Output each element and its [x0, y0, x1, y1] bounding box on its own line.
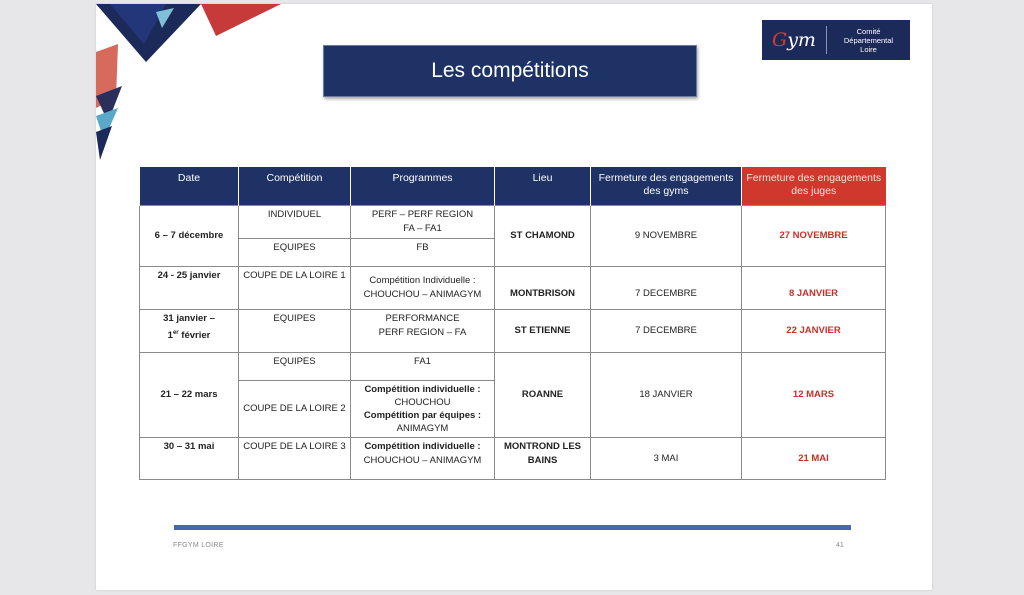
header-date: Date — [140, 167, 239, 206]
programmes-cell: FA1 — [351, 353, 495, 381]
programmes-cell: Compétition individuelle : CHOUCHOU Compétition par équipes : ANIMAGYM — [351, 381, 495, 438]
gyms-deadline-cell: 7 DECEMBRE — [591, 267, 742, 310]
competition-cell: EQUIPES — [239, 239, 351, 267]
ffgym-logo — [762, 20, 910, 60]
slide — [96, 4, 932, 590]
lieu-cell: ROANNE — [495, 353, 591, 438]
programmes-cell: PERFORMANCE PERF REGION – FA — [351, 310, 495, 353]
competition-cell: COUPE DE LA LOIRE 2 — [239, 381, 351, 438]
page-number: 41 — [836, 542, 844, 549]
date-cell: 30 – 31 mai — [140, 438, 239, 480]
gyms-deadline-cell: 3 MAI — [591, 438, 742, 480]
footer-bar — [174, 525, 851, 530]
table-row — [140, 310, 886, 353]
competition-cell: COUPE DE LA LOIRE 1 — [239, 267, 351, 310]
table-row — [140, 353, 886, 381]
lieu-cell: ST ETIENNE — [495, 310, 591, 353]
logo-text: Comité Départemental Loire — [843, 26, 894, 54]
page-title: Les compétitions — [323, 45, 697, 97]
header-fermeture-juges: Fermeture des engagements des juges — [742, 167, 886, 206]
competition-cell: INDIVIDUEL — [239, 206, 351, 239]
juges-deadline-cell: 22 JANVIER — [742, 310, 886, 353]
gym-logo-mark: G ym — [772, 29, 816, 51]
header-lieu: Lieu — [495, 167, 591, 206]
juges-deadline-cell: 27 NOVEMBRE — [742, 206, 886, 267]
date-cell: 6 – 7 décembre — [140, 206, 239, 267]
date-cell: 31 janvier – 1er février — [140, 310, 239, 353]
lieu-cell: MONTBRISON — [495, 267, 591, 310]
header-programmes: Programmes — [351, 167, 495, 206]
gyms-deadline-cell: 7 DECEMBRE — [591, 310, 742, 353]
lieu-cell: ST CHAMOND — [495, 206, 591, 267]
date-cell: 24 - 25 janvier — [140, 267, 239, 310]
date-cell: 21 – 22 mars — [140, 353, 239, 438]
competition-cell: EQUIPES — [239, 353, 351, 381]
programmes-cell: FB — [351, 239, 495, 267]
gyms-deadline-cell: 9 NOVEMBRE — [591, 206, 742, 267]
table-header-row — [140, 167, 886, 206]
juges-deadline-cell: 12 MARS — [742, 353, 886, 438]
footer-text: FFGYM LOIRE — [173, 542, 224, 549]
juges-deadline-cell: 8 JANVIER — [742, 267, 886, 310]
competition-cell: EQUIPES — [239, 310, 351, 353]
header-competition: Compétition — [239, 167, 351, 206]
table-row — [140, 267, 886, 310]
programmes-cell: Compétition individuelle : CHOUCHOU – ANIMAGYM — [351, 438, 495, 480]
competitions-table — [139, 167, 886, 480]
table-row — [140, 206, 886, 239]
decorative-triangles — [96, 4, 296, 174]
gyms-deadline-cell: 18 JANVIER — [591, 353, 742, 438]
programmes-cell: PERF – PERF REGION FA – FA1 — [351, 206, 495, 239]
programmes-cell: Compétition Individuelle : CHOUCHOU – ANIMAGYM — [351, 267, 495, 310]
juges-deadline-cell: 21 MAI — [742, 438, 886, 480]
competition-cell: COUPE DE LA LOIRE 3 — [239, 438, 351, 480]
table-row — [140, 438, 886, 480]
header-fermeture-gyms: Fermeture des engagements des gyms — [591, 167, 742, 206]
lieu-cell: MONTROND LES BAINS — [495, 438, 591, 480]
